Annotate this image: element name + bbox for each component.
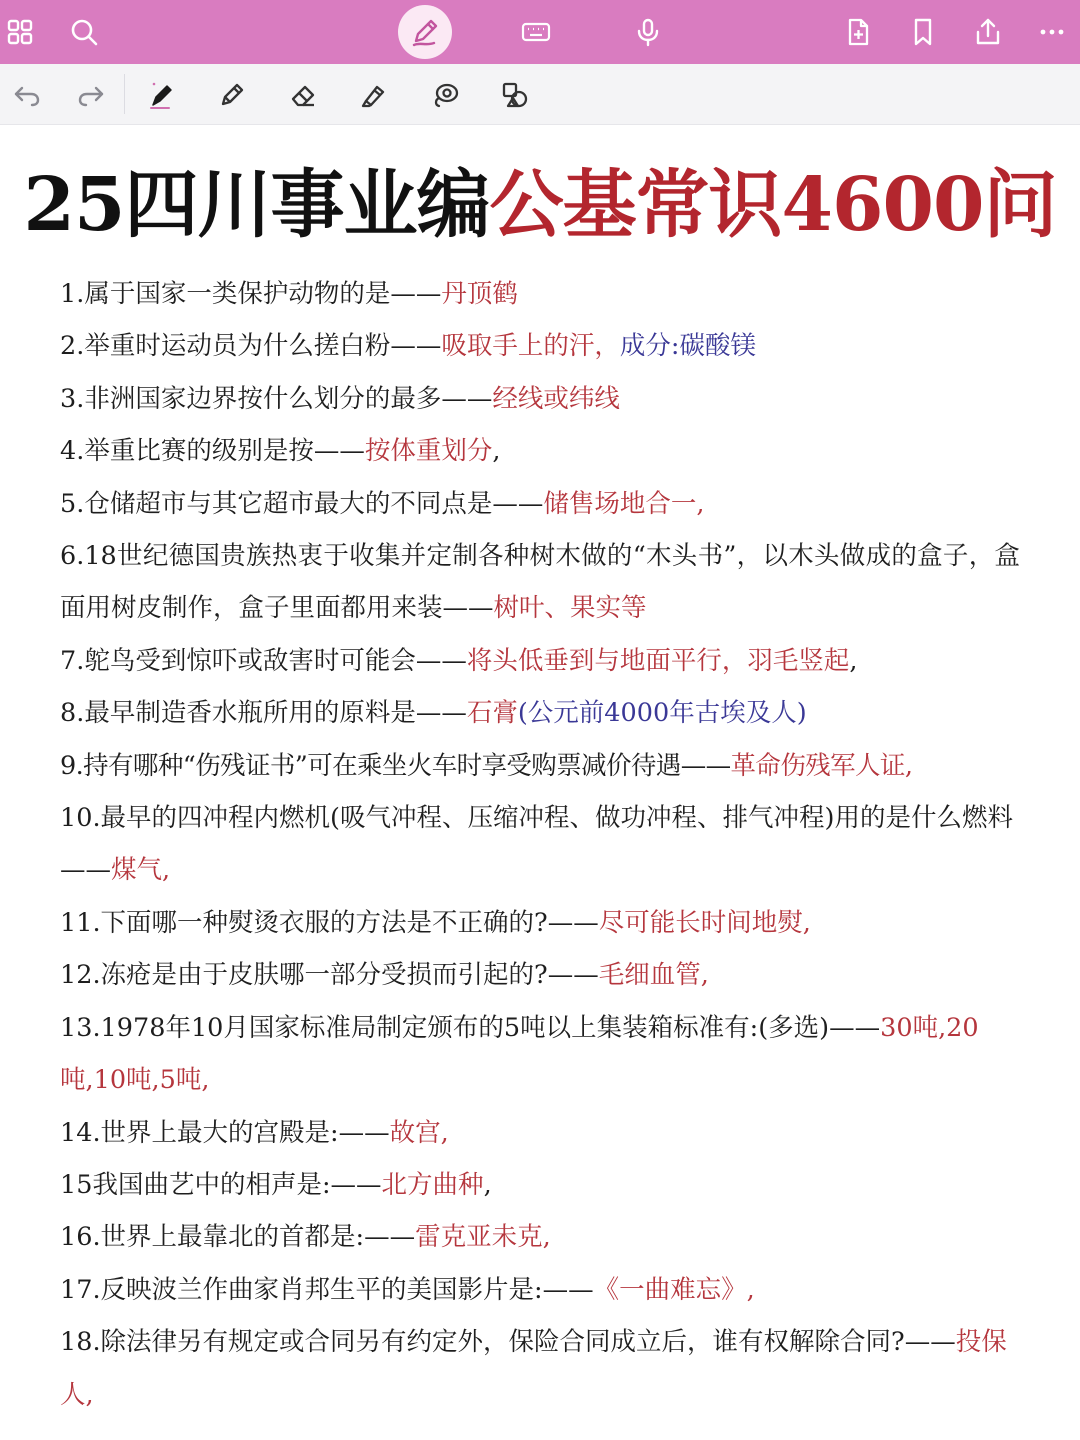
list-item: 12.冻疮是由于皮肤哪一部分受损而引起的?——毛细血管, [60, 960, 709, 991]
redo-icon[interactable] [72, 76, 110, 114]
add-page-icon[interactable] [838, 12, 878, 52]
list-item: 17.反映波兰作曲家肖邦生平的美国影片是:——《一曲难忘》, [60, 1274, 755, 1305]
fountain-pen-icon[interactable] [142, 76, 180, 114]
list-item: 11.下面哪一种熨烫衣服的方法是不正确的?——尽可能长时间地熨, [60, 907, 811, 938]
toolbar-divider [124, 74, 125, 114]
list-item: 8.最早制造香水瓶所用的原料是——石膏(公元前4000年古埃及人) [60, 698, 807, 729]
lasso-icon[interactable] [426, 76, 464, 114]
search-icon[interactable] [64, 12, 104, 52]
more-icon[interactable] [1032, 12, 1072, 52]
list-item: 13.1978年10月国家标准局制定颁布的5吨以上集装箱标准有:(多选)——30吨,20吨,10吨,5吨, [60, 1012, 979, 1096]
list-item: 9.持有哪种“伤残证书”可在乘坐火车时享受购票减价待遇——革命伤残军人证, [60, 750, 913, 781]
list-item: 3.非洲国家边界按什么划分的最多——经线或纬线 [60, 383, 620, 414]
list-item: 15我国曲艺中的相声是:——北方曲种, [60, 1169, 492, 1200]
drawing-toolbar [0, 64, 1080, 125]
title-black-part: 25四川事业编 [23, 162, 490, 248]
top-app-bar [0, 0, 1080, 64]
list-item: 4.举重比赛的级别是按——按体重划分, [60, 436, 501, 467]
page-title [0, 160, 1080, 250]
pen-mode-icon[interactable] [398, 5, 452, 59]
microphone-icon[interactable] [628, 12, 668, 52]
list-item: 2.举重时运动员为什么搓白粉——吸取手上的汗，成分:碳酸镁 [60, 331, 756, 362]
share-icon[interactable] [968, 12, 1008, 52]
list-item: 5.仓储超市与其它超市最大的不同点是——储售场地合一, [60, 488, 705, 519]
grid-icon[interactable] [0, 12, 40, 52]
list-item: 18.除法律另有规定或合同另有约定外，保险合同成立后，谁有权解除合同?——投保人, [60, 1327, 1007, 1410]
pencil-icon[interactable] [213, 76, 251, 114]
undo-icon[interactable] [8, 76, 46, 114]
qa-list [60, 268, 1020, 1421]
title-red-part: 公基常识4600问 [489, 162, 1057, 248]
eraser-icon[interactable] [284, 76, 322, 114]
shapes-icon[interactable] [496, 76, 534, 114]
bookmark-icon[interactable] [903, 12, 943, 52]
list-item: 14.世界上最大的宫殿是:——故宫, [60, 1117, 449, 1148]
keyboard-icon[interactable] [516, 12, 556, 52]
list-item: 10.最早的四冲程内燃机(吸气冲程、压缩冲程、做功冲程、排气冲程)用的是什么燃料——煤气, [60, 803, 1013, 886]
list-item: 16.世界上最靠北的首都是:——雷克亚未克, [60, 1222, 551, 1253]
list-item: 7.鸵鸟受到惊吓或敌害时可能会——将头低垂到与地面平行，羽毛竖起, [60, 645, 858, 676]
list-item: 1.属于国家一类保护动物的是——丹顶鹤 [60, 279, 518, 309]
list-item: 6.18世纪德国贵族热衷于收集并定制各种树木做的“木头书”，以木头做成的盒子，盒面用树皮制作，盒子里面都用来装——树叶、果实等 [60, 541, 1020, 624]
highlighter-icon[interactable] [354, 76, 392, 114]
